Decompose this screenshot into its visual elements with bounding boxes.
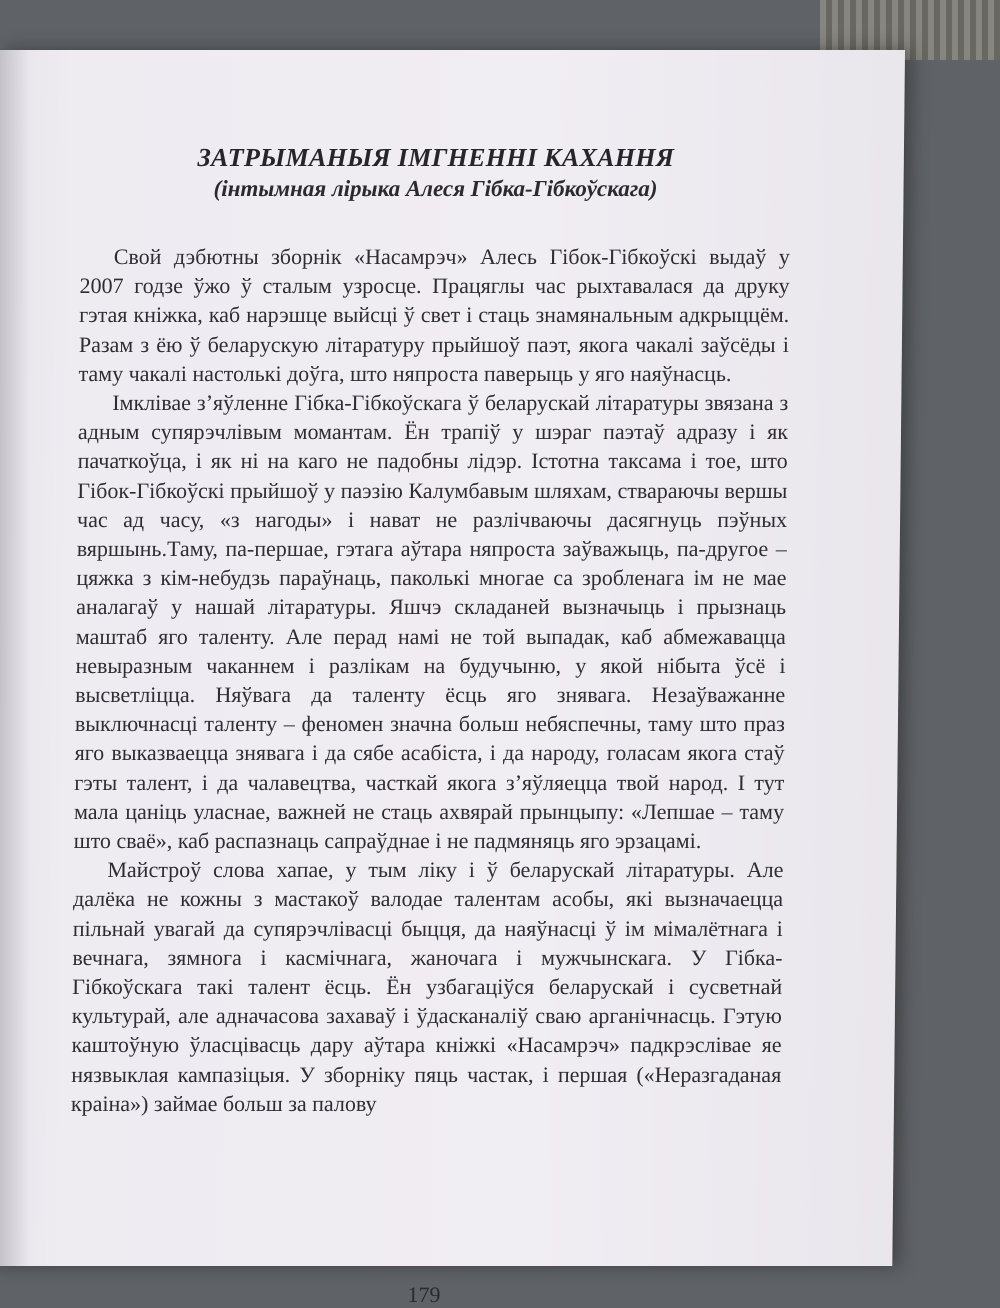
page-content — [69, 142, 791, 1307]
paragraph-2: Імклівае з’яўленне Гібка-Гібкоўскага ў беларускай літаратуры звязана з адным супярэчлівым момантам. Ён трапіў у шэраг паэтаў адразу і як пачаткоўца, і як ні на каго не падобны лідэр. Істотна таксама і тое, што Гібок-Гібкоўскі прыйшоў у паэзію Калумбавым шляхам, ствараючы вершы час ад часу, «з нагоды» і нават не разлічваючы дасягнуць пэўных вяршынь.Таму, па-першае, гэтага аўтара няпроста заўважыць, па-другое – цяжка з кім-небудзь параўнаць, паколькі многае са зробленага ім не мае аналагаў у нашай літаратуры. Яшчэ складаней вызначыць і прызнаць маштаб яго таленту. Але перад намі не той выпадак, каб абмежавацца невыразным чаканнем і разлікам на будучыню, у якой нібыта ўсё і высветліцца. Няўвага да таленту ёсць яго знявага. Незаўважанне выключнасці таленту – феномен значна больш небяспечны, таму што праз яго выказваецца знявага і да сябе асабіста, і да народу, голасам якога стаў гэты талент, і да чалавецтва, часткай якога з’яўляецца твой народ. І тут мала цаніць уласнае, важней не стаць ахвярай прынцыпу: «Лепшае – таму што сваё», каб распазнаць сапраўднае і не падмяняць яго эрзацамі. — [73, 390, 789, 854]
chapter-subtitle: (інтымная лірыка Алеся Гібка-Гібкоўскага) — [213, 176, 658, 201]
book-page — [0, 50, 905, 1307]
page-number: 179 — [407, 1282, 441, 1307]
paragraph-3: Майстроў слова хапае, у тым ліку і ў беларускай літаратуры. Але далёка не кожны з мастакоў валодае талентам асобы, які вызначаецца пільнай увагай да супярэчлівасці быцця, да наяўнасці ў ім мімалётнага і вечнага, зямнога і касмічнага, жаночага і мужчынскага. У Гібка-Гібкоўскага такі талент ёсць. Ён узбагаціўся беларускай і сусветнай культурай, але адначасова захаваў і ўдасканаліў сваю арганічнасць. Гэтую каштоўную ўласцівасць дару аўтара кніжкі «Насамрэч» падкрэслівае яе нязвыклая кампазіцыя. У зборніку пяць частак, і першая («Неразгаданая краіна») займае больш за палову — [70, 857, 784, 1116]
chapter-title: ЗАТРЫМАНЫЯ ІМГНЕННІ КАХАННЯ — [197, 143, 675, 172]
paragraph-1: Свой дэбютны зборнік «Насамрэч» Алесь Гібок-Гібкоўскі выдаў у 2007 годзе ўжо ў сталым узросце. Працяглы час рыхтавалася да друку гэтая кніжка, каб нарэшце выйсці ў свет і стаць знамянальным адкрыццём. Разам з ёю ў беларускую літаратуру прыйшоў паэт, якога чакалі заўсёды і таму чакалі настолькі доўга, што няпроста паверыць у яго наяўнасць. — [78, 244, 790, 386]
binding-shadow — [0, 50, 30, 1266]
